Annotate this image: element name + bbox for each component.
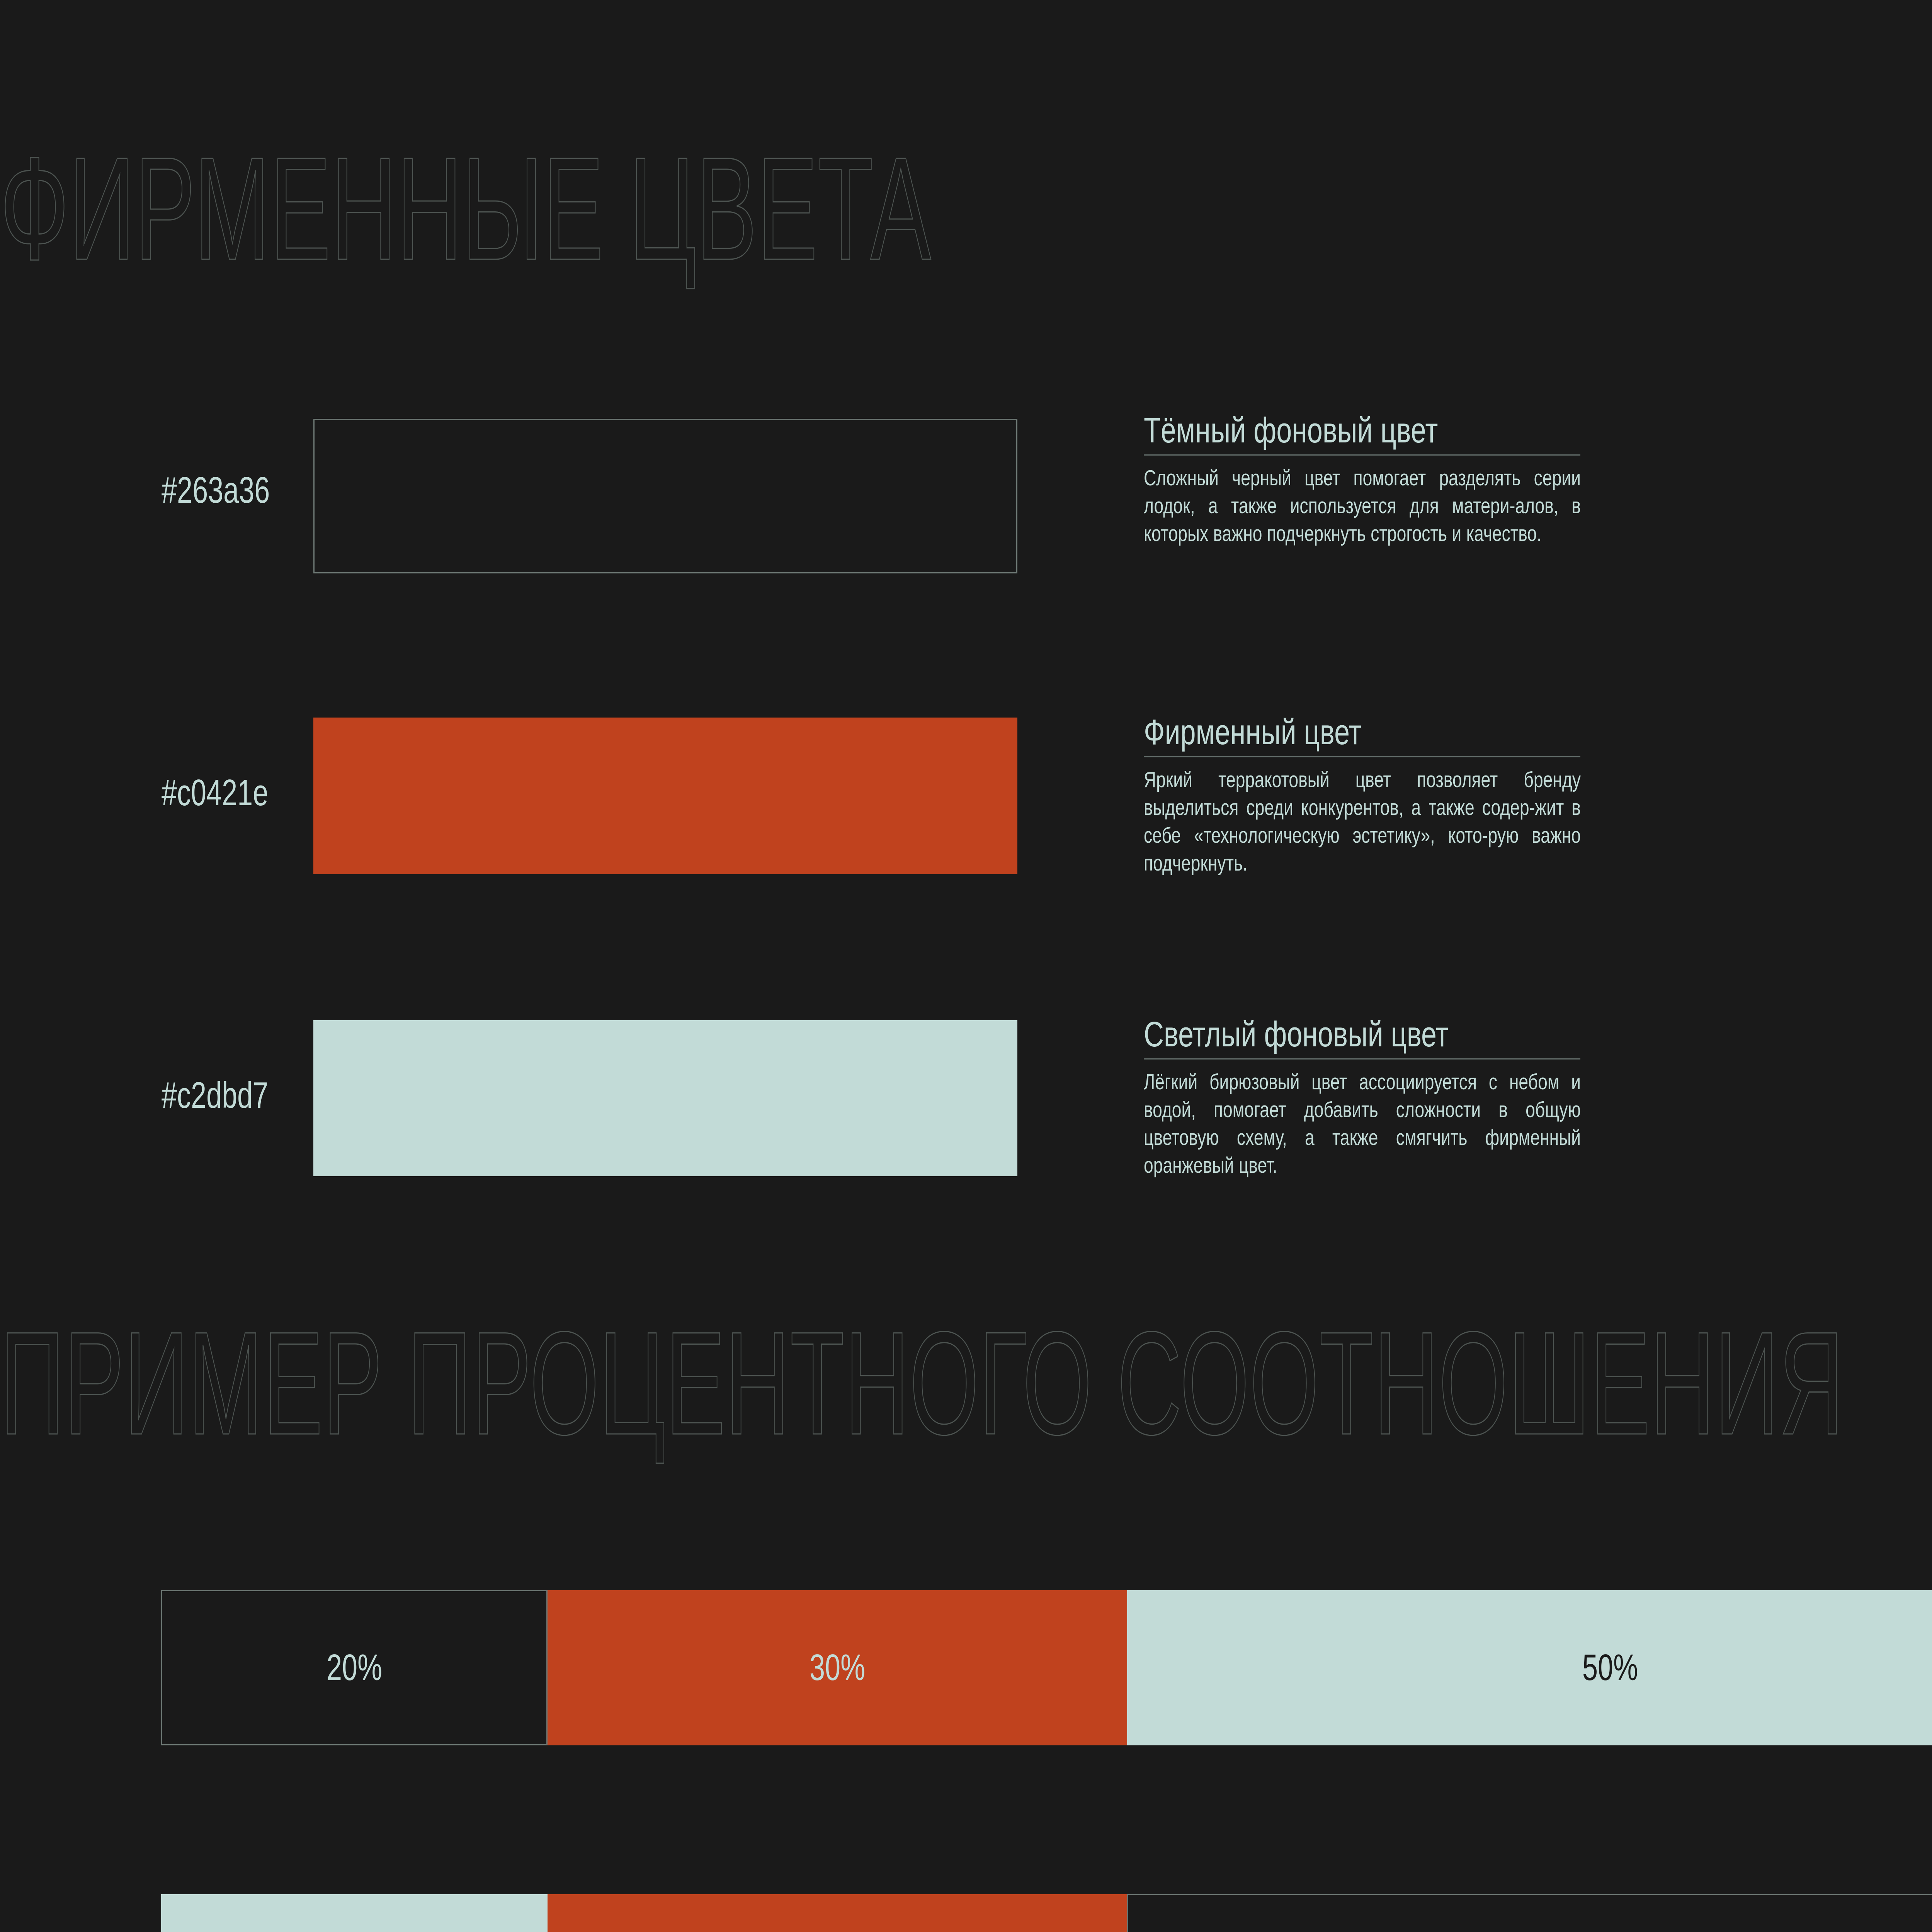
swatch-dark [313, 419, 1017, 573]
desc-text-dark: Сложный черный цвет помогает разделять серии лодок, а также используется для матери-алов, в которых важно подчеркнуть строгость и качество. [1144, 465, 1581, 546]
ratio-bar-1 [161, 1590, 1932, 1745]
desc-block-light [1144, 1014, 1580, 1179]
ratio-segment-dark [161, 1590, 548, 1745]
desc-text-light: Лёгкий бирюзовый цвет ассоциируется с небом и водой, помогает добавить сложности в общую цветовую схему, а также смягчить фирменный оранжевый цвет. [1144, 1069, 1581, 1178]
desc-text-brand: Яркий терракотовый цвет позволяет бренду выделиться среди конкурентов, а также содер-жит в себе «технологическую эстетику», кото-рую важно подчеркнуть. [1144, 767, 1581, 876]
hex-label-brand: #c0421e [162, 772, 269, 813]
ratio-label: 30% [809, 1647, 866, 1688]
ratio-label: 20% [326, 1647, 383, 1688]
desc-divider [1144, 756, 1580, 757]
desc-block-dark [1144, 410, 1580, 548]
hex-label-light: #c2dbd7 [162, 1075, 269, 1116]
ratio-segment-dark [1127, 1894, 1932, 1932]
ratio-segment-brand [548, 1590, 1127, 1745]
brand-colors-title: ФИРМЕННЫЕ ЦВЕТА [0, 126, 931, 291]
hex-label-dark: #263a36 [162, 469, 270, 511]
ratio-segment-light [1127, 1590, 1932, 1745]
swatch-light [313, 1020, 1017, 1176]
ratio-segment-brand [548, 1894, 1127, 1932]
desc-divider [1144, 454, 1580, 456]
swatch-brand [313, 718, 1017, 874]
ratio-segment-light [161, 1894, 548, 1932]
desc-title-brand: Фирменный цвет [1144, 713, 1362, 752]
ratio-bar-2 [161, 1894, 1932, 1932]
desc-divider [1144, 1058, 1580, 1060]
ratio-label: 50% [1582, 1647, 1638, 1688]
desc-block-brand [1144, 712, 1580, 877]
desc-title-light: Светлый фоновый цвет [1144, 1015, 1449, 1054]
desc-title-dark: Тёмный фоновый цвет [1144, 411, 1438, 450]
ratio-example-title: ПРИМЕР ПРОЦЕНТНОГО СООТНОШЕНИЯ [0, 1301, 1844, 1465]
